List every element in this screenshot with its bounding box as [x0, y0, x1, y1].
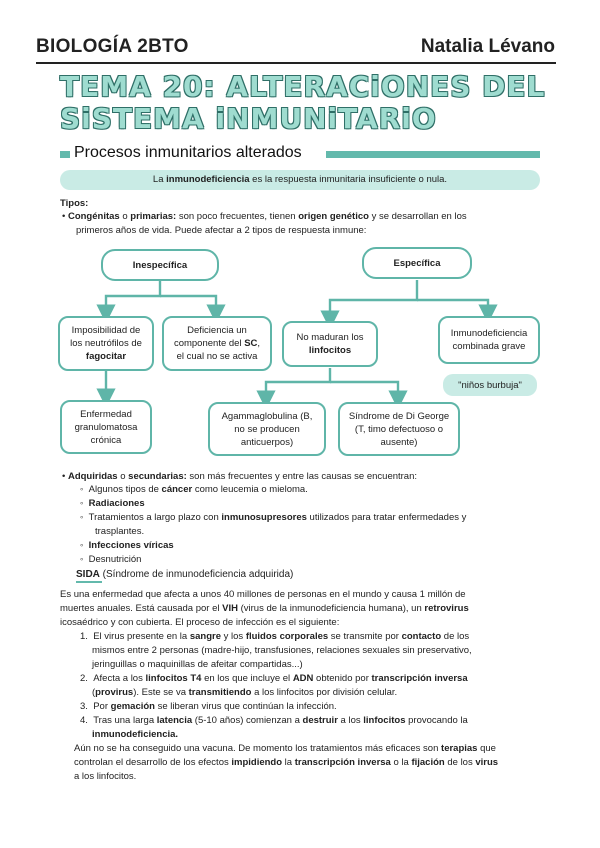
- sida-final-2: controlan el desarrollo de los efectos impidiendo la transcripción inversa o la fijación de los virus: [74, 757, 499, 768]
- step-1-line-2: mismos entre 2 personas (madre-hijo, transfusiones, relaciones sexuales sin preservativo,: [92, 645, 472, 656]
- node-granulomatosa: Enfermedad granulomatosa crónica: [60, 400, 152, 454]
- step-4: 4. Tras una larga latencia (5-10 años) comienzan a destruir a los linfocitos provocando la: [80, 715, 468, 726]
- cause-cancer: ◦ Algunos tipos de cáncer como leucemia o mieloma.: [80, 484, 308, 495]
- sida-p2: muertes anuales. Está causada por el VIH (virus de la inmunodeficiencia humana), un retrovirus: [60, 603, 469, 614]
- node-fagocitar: Imposibilidad de los neutrófilos de fagocitar: [58, 316, 154, 371]
- node-di-george: Síndrome de Di George (T, timo defectuoso o ausente): [338, 402, 460, 456]
- sida-final-1: Aún no se ha conseguido una vacuna. De momento los tratamientos más eficaces son terapias que: [74, 743, 496, 754]
- cause-desnutricion: ◦ Desnutrición: [80, 554, 142, 565]
- congenitas-line-2: primeros años de vida. Puede afectar a 2 tipos de respuesta inmune:: [76, 225, 367, 236]
- node-agammaglobulina: Agammaglobulina (B, no se producen anticuerpos): [208, 402, 326, 456]
- step-1-line-3: jeringuillas o maquinillas de afeitar compartidas...): [92, 659, 303, 670]
- step-2: 2. Afecta a los linfocitos T4 en los que incluye el ADN obtenido por transcripción inversa: [80, 673, 468, 684]
- node-sc-deficiency: Deficiencia un componente del SC, el cual no se activa: [162, 316, 272, 371]
- bullet: •: [62, 211, 68, 222]
- cause-infecciones: ◦ Infecciones víricas: [80, 540, 174, 551]
- sida-p3: icosaédrico y con cubierta. El proceso de infección es el siguiente:: [60, 617, 340, 628]
- cause-radiaciones: ◦ Radiaciones: [80, 498, 145, 509]
- section-heading: Procesos inmunitarios alterados: [74, 144, 302, 161]
- page-title-line-2: SiSTEMA iNMUNiTARiO: [60, 102, 437, 135]
- adquiridas-item: • Adquiridas o secundarias: son más frecuentes y entre las causas se encuentran:: [62, 471, 418, 482]
- author-name: Natalia Lévano: [420, 36, 555, 57]
- step-2-line-2: (provirus). Este se va transmitiendo a los linfocitos por división celular.: [92, 687, 398, 698]
- node-especifica: Específica: [362, 247, 472, 279]
- congenitas-item: • Congénitas o primarias: son poco frecuentes, tienen origen genético y se desarrollan en los: [62, 211, 467, 222]
- sida-final-3: a los linfocitos.: [74, 771, 137, 782]
- sida-heading: SIDA (Síndrome de inmunodeficiencia adquirida): [76, 569, 294, 580]
- cause-inmunosupresores: ◦ Tratamientos a largo plazo con inmunosupresores utilizados para tratar enfermedades y: [80, 512, 467, 523]
- step-4-line-2: inmunodeficiencia.: [92, 729, 179, 740]
- cause-inmunosupresores-line-2: trasplantes.: [95, 526, 145, 537]
- tipos-label: Tipos:: [60, 198, 89, 209]
- definition-box: La inmunodeficiencia es la respuesta inmunitaria insuficiente o nula.: [60, 170, 540, 190]
- node-ninos-burbuja: "niños burbuja": [443, 374, 537, 396]
- step-3: 3. Por gemación se liberan virus que continúan la infección.: [80, 701, 337, 712]
- subject-label: BIOLOGÍA 2BTO: [36, 36, 189, 57]
- node-inespecifica: Inespecífica: [101, 249, 219, 281]
- node-no-maduran-linfocitos: No maduran los linfocitos: [282, 321, 378, 367]
- page-title-line-1: TEMA 20: ALTERACiONES DEL: [60, 70, 546, 103]
- node-combinada-grave: Inmunodeficiencia combinada grave: [438, 316, 540, 364]
- sida-p1: Es una enfermedad que afecta a unos 40 millones de personas en el mundo y causa 1 millón de: [60, 589, 466, 600]
- bullet: •: [62, 471, 68, 482]
- step-1: 1. El virus presente en la sangre y los fluidos corporales se transmite por contacto de los: [80, 631, 470, 642]
- sida-underline: [76, 581, 102, 583]
